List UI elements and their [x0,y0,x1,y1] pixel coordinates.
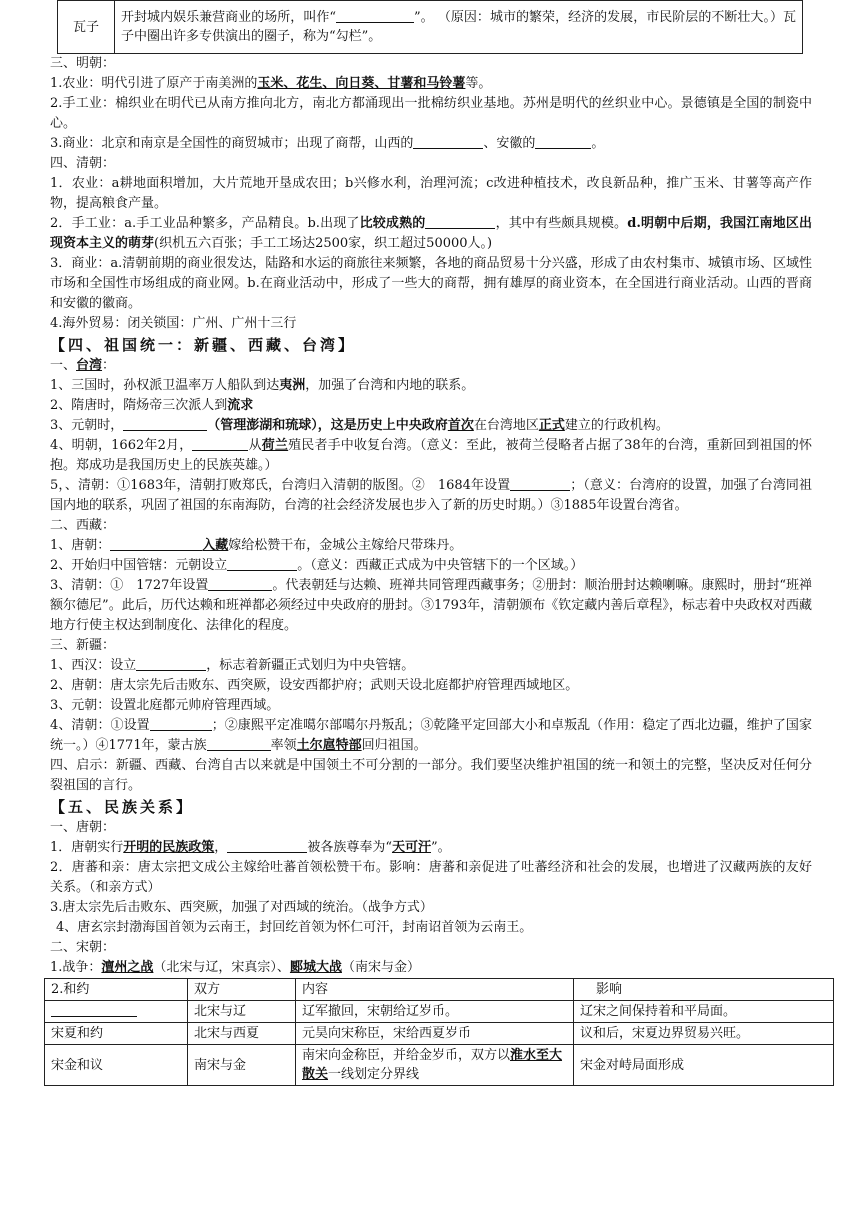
header-sides: 双方 [188,979,296,1001]
xinjiang-item-2: 2、唐朝：唐太宗先后击败东、西突厥，设安西都护府；武则天设北庭都护府管理西域地区。 [50,678,579,693]
tibet-heading: 二、西藏： [50,518,116,533]
fill-blank[interactable] [150,717,212,731]
treaty-sides: 北宋与辽 [188,1001,296,1023]
treaty-name: 宋夏和约 [45,1023,188,1045]
treaty-impact: 辽宋之间保持着和平局面。 [574,1001,834,1023]
taiwan-item-3: 3、元朝时， （管理澎湖和琉球），这是历史上中央政府首次在台湾地区正式建立的行政机构。 [50,418,669,433]
fill-blank[interactable] [510,477,570,491]
tang-item-4: 4、唐玄宗封渤海国首领为云南王，封回纥首领为怀仁可汗，封南诏首领为云南王。 [56,920,533,935]
table-row [58,1,803,54]
taiwan-item-5: 5，、清朝：①1683年，清朝打败郑氏，台湾归入清朝的版图。② 1684年设置 ；（意义：台湾府的设置，加强了台湾同祖国内地的联系，巩固了祖国的东南海防，台湾的社会经济发展也步入了新的历史时期。）③1885年设置台湾省。 [50,478,812,513]
taiwan-heading: 一、台湾： [50,358,116,373]
treaty-sides: 南宋与金 [188,1045,296,1086]
qing-heading: 四、清朝： [50,156,116,171]
treaty-content: 辽军撤回，宋朝给辽岁币。 [296,1001,574,1023]
unify-lesson: 四、启示：新疆、西藏、台湾自古以来就是中国领土不可分割的一部分。我们要坚决维护祖国的统一和领土的完整，坚决反对任何分裂祖国的言行。 [50,758,812,793]
header-content: 内容 [296,979,574,1001]
treaty-content: 元昊向宋称臣，宋给西夏岁币 [296,1023,574,1045]
qing-trade: 4.海外贸易：闭关锁国：广州、广州十三行 [50,316,297,331]
fill-blank[interactable] [208,577,272,591]
wazi-label: 瓦子 [58,1,115,54]
unify-heading: 【四、祖国统一：新疆、西藏、台湾】 [50,336,357,354]
treaty-content: 南宋向金称臣，并给金岁币，双方以淮水至大散关一线划定分界线 [296,1045,574,1086]
treaty-table [44,978,834,1086]
document-page [50,0,812,1086]
fill-blank[interactable] [136,657,206,671]
qing-handicraft: 2．手工业：a.手工业品种繁多，产品精良。b.出现了比较成熟的 ，其中有些颇具规模。d.明朝中后期，我国江南地区出现资本主义的萌芽(织机五六百张；手工工场达2500家，织工超过50000人。) [50,216,812,251]
fill-blank[interactable] [123,417,207,431]
wazi-table [57,0,803,54]
treaty-impact: 宋金对峙局面形成 [574,1045,834,1086]
table-row [45,1023,834,1045]
tibet-item-2: 2、开始归中国管辖：元朝设立 。（意义：西藏正式成为中央管辖下的一个区域。） [50,558,584,573]
tang-item-2: 2．唐蕃和亲：唐太宗把文成公主嫁给吐蕃首领松赞干布。影响：唐蕃和亲促进了吐蕃经济和社会的发展，也增进了汉藏两族的友好关系。（和亲方式） [50,860,812,895]
fill-blank[interactable] [413,135,483,149]
table-row [45,1001,834,1023]
tang-item-1: 1．唐朝实行开明的民族政策， 被各族尊奉为“天可汗”。 [50,840,451,855]
table-row [45,979,834,1001]
fill-blank[interactable] [207,737,271,751]
fill-blank[interactable] [227,839,307,853]
fill-blank[interactable] [425,215,495,229]
xinjiang-heading: 三、新疆： [50,638,116,653]
taiwan-item-1: 1、三国时，孙权派卫温率万人船队到达夷洲，加强了台湾和内地的联系。 [50,378,475,393]
tang-heading: 一、唐朝： [50,820,116,835]
ming-agriculture: 1.农业：明代引进了原产于南美洲的玉米、花生、向日葵、甘薯和马铃薯等。 [50,76,492,91]
tibet-item-3: 3、清朝：① 1727年设置 。代表朝廷与达赖、班禅共同管理西藏事务；②册封：顺治册封达赖喇嘛。康熙时，册封“班禅额尔德尼”。此后，历代达赖和班禅都必须经过中央政府的册封。③1793年，清朝颁布《钦定藏内善后章程》，标志着中央政权对西藏地方行使主权达到制度化、法律化的程度。 [50,578,813,633]
xinjiang-item-3: 3、元朝：设置北庭都元帅府管理西域。 [50,698,280,713]
treaty-name: 宋金和议 [45,1045,188,1086]
xinjiang-item-1: 1、西汉：设立 ，标志着新疆正式划归为中央管辖。 [50,658,415,673]
taiwan-item-2: 2、隋唐时，隋炀帝三次派人到流求 [50,398,254,413]
treaty-sides: 北宋与西夏 [188,1023,296,1045]
tibet-item-1: 1、唐朝： 入藏嫁给松赞干布，金城公主嫁给尺带珠丹。 [50,538,463,553]
qing-commerce: 3．商业：a.清朝前期的商业很发达，陆路和水运的商旅往来频繁，各地的商品贸易十分兴盛，形成了由农村集市、城镇市场、区域性市场和全国性市场组成的商业网。b.在商业活动中，形成了一些大的商帮，拥有雄厚的商业资本，在全国进行商业活动。山西的晋商和安徽的徽商。 [50,256,812,311]
ming-handicraft: 2.手工业：棉织业在明代已从南方推向北方，南北方都涌现出一批棉纺织业基地。苏州是明代的丝织业中心。景德镇是全国的制瓷中心。 [50,96,812,131]
header-impact: 影响 [574,979,834,1001]
fill-blank[interactable] [110,537,202,551]
taiwan-item-4: 4、明朝，1662年2月， 从荷兰殖民者手中收复台湾。（意义：至此，被荷兰侵略者占据了38年的台湾，重新回到祖国的怀抱。郑成功是我国历史上的民族英雄。） [50,438,812,473]
ming-heading: 三、明朝： [50,56,116,71]
fill-blank[interactable] [192,437,248,451]
qing-agriculture: 1．农业：a耕地面积增加，大片荒地开垦成农田；b兴修水利，治理河流；c改进种植技术，改良新品种，推广玉米、甘薯等高产作物，提高粮食产量。 [50,176,812,211]
treaty-impact: 议和后，宋夏边界贸易兴旺。 [574,1023,834,1045]
song-wars: 1.战争：澶州之战（北宋与辽，宋真宗）、郾城大战（南宋与金） [50,960,420,975]
tang-item-3: 3.唐太宗先后击败东、西突厥，加强了对西域的统治。（战争方式） [50,900,433,915]
song-heading: 二、宋朝： [50,940,116,955]
wazi-text: 开封城内娱乐兼营商业的场所，叫作“ ”。 （原因：城市的繁荣，经济的发展，市民阶层的不断壮大。）瓦子中圈出许多专供演出的圈子，称为“勾栏”。 [115,1,803,54]
fill-blank[interactable] [227,557,297,571]
xinjiang-item-4: 4、清朝：①设置 ；②康熙平定准噶尔部噶尔丹叛乱；③乾隆平定回部大小和卓叛乱（作用：稳定了西北边疆，维护了国家统一。）④1771年，蒙古族 率领土尔扈特部回归祖国。 [50,718,812,753]
fill-blank[interactable] [535,135,591,149]
ethnic-heading: 【五、民族关系】 [50,798,195,816]
table-row [45,1045,834,1086]
treaty-name-blank [45,1001,188,1023]
ming-commerce: 3.商业：北京和南京是全国性的商贸城市；出现了商帮，山西的 、安徽的 。 [50,136,605,151]
header-treaty: 2.和约 [45,979,188,1001]
fill-blank[interactable] [336,9,414,23]
fill-blank[interactable] [51,1003,137,1017]
